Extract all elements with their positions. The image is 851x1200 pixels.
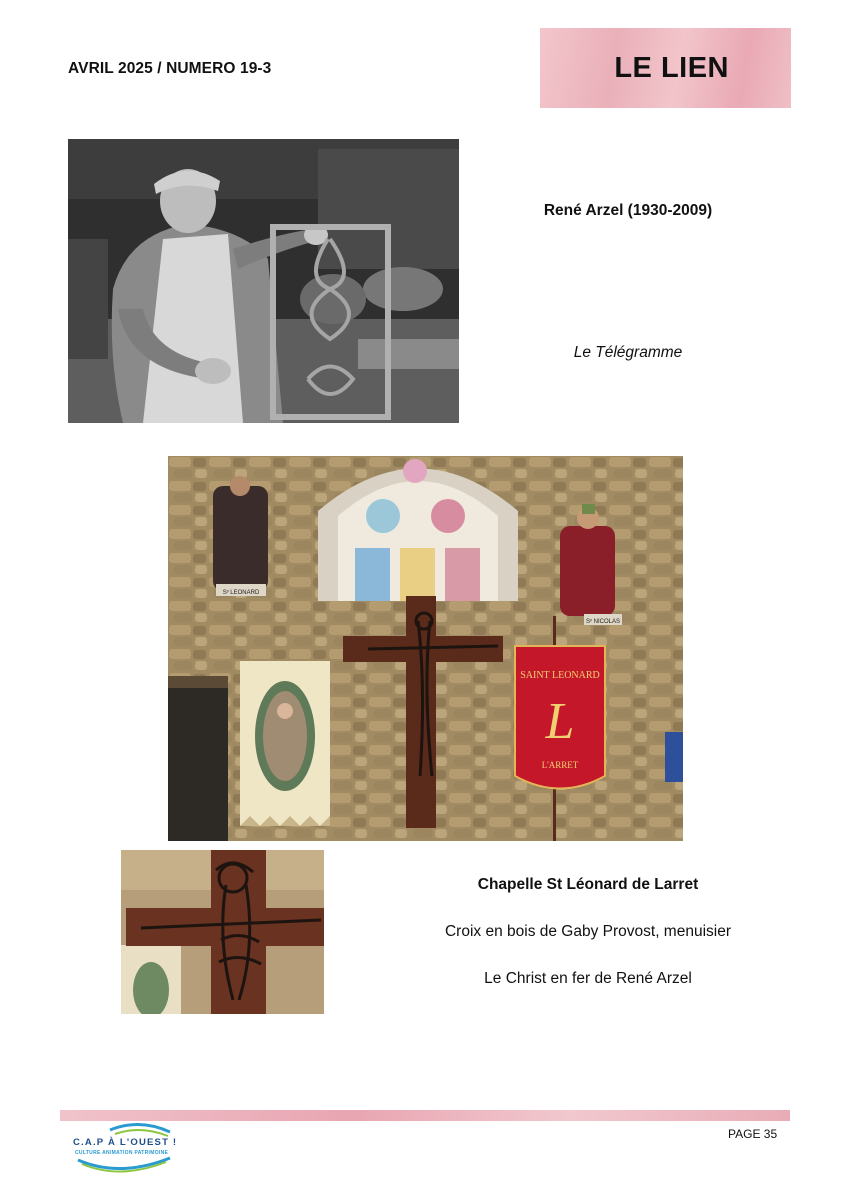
- issue-date: AVRIL 2025 / NUMERO 19-3: [68, 60, 272, 77]
- chapel-caption-christ: Le Christ en fer de René Arzel: [484, 970, 692, 987]
- christ-detail-photo: [121, 850, 324, 1014]
- logo-text: C.A.P À L'OUEST !: [73, 1137, 178, 1148]
- chapel-caption-title: Chapelle St Léonard de Larret: [477, 876, 699, 893]
- statue-right-label: Sᵛ NICOLAS: [586, 619, 620, 625]
- logo-swoosh-icon: [70, 1120, 180, 1176]
- svg-text:L: L: [545, 693, 575, 750]
- chapel-illustration: [168, 456, 683, 841]
- page-number: PAGE 35: [728, 1127, 778, 1141]
- blacksmith-illustration: [68, 139, 459, 423]
- christ-detail-illustration: [121, 850, 324, 1014]
- masthead-title: LE LIEN: [614, 51, 729, 84]
- chapel-caption-cross: Croix en bois de Gaby Provost, menuisier: [444, 923, 732, 940]
- logo-subtext: CULTURE ANIMATION PATRIMOINE: [75, 1150, 169, 1156]
- masthead: [540, 28, 791, 108]
- banner-text-top: SAINT LEONARD: [520, 670, 600, 681]
- statue-left-label: Sᵛ LEONARD: [222, 590, 260, 596]
- cap-ouest-logo: [70, 1120, 180, 1176]
- banner-text-bottom: L'ARRET: [541, 760, 579, 770]
- blacksmith-photo: [68, 139, 459, 423]
- chapel-interior-photo: [168, 456, 683, 841]
- photo1-caption-credit: Le Télégramme: [573, 344, 683, 361]
- photo1-caption-title: René Arzel (1930-2009): [543, 202, 713, 219]
